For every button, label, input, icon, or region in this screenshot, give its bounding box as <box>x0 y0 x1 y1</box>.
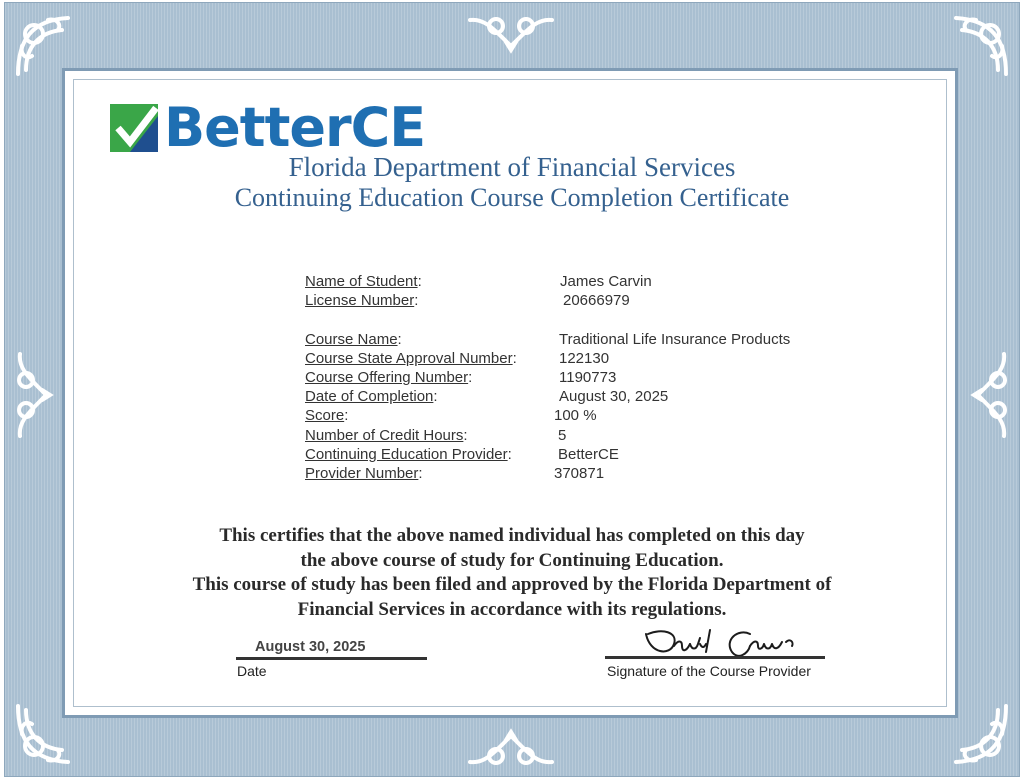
date-label: Date <box>237 663 267 679</box>
field-label: Course Offering Number <box>305 369 469 386</box>
field-label: Score <box>305 407 345 424</box>
signed-date: August 30, 2025 <box>255 639 366 655</box>
field-label: Date of Completion <box>305 388 434 405</box>
statement-line: the above course of study for Continuing Education. <box>300 549 724 571</box>
field-value: 122130 <box>559 350 610 367</box>
date-line <box>236 657 427 660</box>
edge-ornament-bottom <box>466 728 556 770</box>
statement-line: Financial Services in accordance with its regulations. <box>297 598 727 620</box>
statement-line: This certifies that the above named individual has completed on this day <box>219 525 805 546</box>
betterce-logo <box>110 96 426 159</box>
logo-text: BetterCE <box>164 96 426 159</box>
edge-ornament-top <box>466 12 556 54</box>
certification-statement <box>0 524 1024 622</box>
page-title: Florida Department of Financial Services <box>288 152 736 182</box>
checkmark-logo-icon <box>110 104 158 152</box>
field-value: 5 <box>558 427 567 444</box>
field-value: James Carvin <box>560 273 652 290</box>
field-label: Continuing Education Provider <box>305 446 508 463</box>
field-value: 20666979 <box>563 292 630 309</box>
field-value: 1190773 <box>559 369 617 386</box>
signature-line <box>605 656 825 659</box>
field-label: Course State Approval Number <box>305 350 513 367</box>
field-value: August 30, 2025 <box>559 388 669 405</box>
page-subtitle: Continuing Education Course Completion Certificate <box>234 183 790 212</box>
field-value: Traditional Life Insurance Products <box>559 331 791 348</box>
field-label: Name of Student <box>305 273 418 290</box>
field-value: 370871 <box>554 465 605 482</box>
field-label: Provider Number <box>305 465 419 482</box>
field-label: Number of Credit Hours <box>305 427 464 444</box>
field-label: Course Name <box>305 331 398 348</box>
edge-ornament-left <box>12 350 54 440</box>
signature-label: Signature of the Course Provider <box>607 663 811 679</box>
field-label: License Number <box>305 292 415 309</box>
field-value: BetterCE <box>558 446 619 463</box>
statement-line: This course of study has been filed and approved by the Florida Department of <box>192 574 832 595</box>
field-value: 100 % <box>554 407 597 424</box>
edge-ornament-right <box>970 350 1012 440</box>
